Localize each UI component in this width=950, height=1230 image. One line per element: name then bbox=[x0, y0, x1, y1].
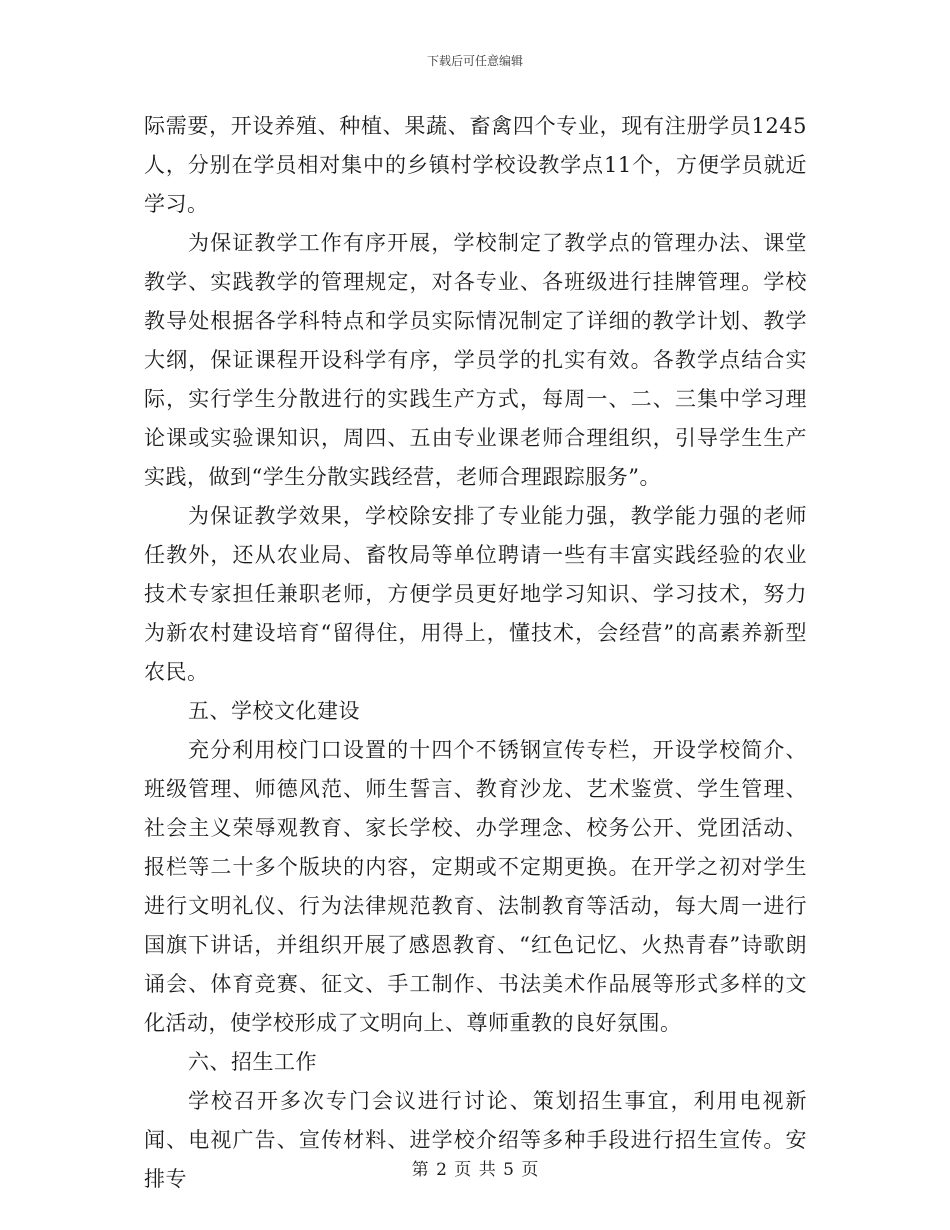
paragraph-2: 为保证教学工作有序开展，学校制定了教学点的管理办法、课堂教学、实践教学的管理规定，对各专业、各班级进行挂牌管理。学校教导处根据各学科特点和学员实际情况制定了详细的教学计划、教学大纲，保证课程开设科学有序，学员学的扎实有效。各教学点结合实际，实行学生分散进行的实践生产方式，每周一、二、三集中学习理论课或实验课知识，周四、五由专业课老师合理组织，引导学生生产实践，做到“学生分散实践经营，老师合理跟踪服务”。 bbox=[144, 231, 807, 489]
document-body bbox=[144, 107, 807, 1199]
paragraph-culture: 充分利用校门口设置的十四个不锈钢宣传专栏，开设学校简介、班级管理、师德风范、师生誓言、教育沙龙、艺术鉴赏、学生管理、社会主义荣辱观教育、家长学校、办学理念、校务公开、党团活动、报栏等二十多个版块的内容，定期或不定期更换。在开学之初对学生进行文明礼仪、行为法律规范教育、法制教育等活动，每大周一进行国旗下讲话，并组织开展了感恩教育、“红色记忆、火热青春”诗歌朗诵会、体育竞赛、征文、手工制作、书法美术作品展等形式多样的文化活动，使学校形成了文明向上、尊师重教的良好氛围。 bbox=[144, 738, 807, 1035]
paragraph-1: 际需要，开设养殖、种植、果蔬、畜禽四个专业，现有注册学员1245人，分别在学员相对集中的乡镇村学校设教学点11个，方便学员就近学习。 bbox=[144, 114, 807, 216]
section-heading-enrollment: 六、招生工作 bbox=[188, 1050, 317, 1074]
paragraph-3: 为保证教学效果，学校除安排了专业能力强，教学能力强的老师任教外，还从农业局、畜牧局等单位聘请一些有丰富实践经验的农业技术专家担任兼职老师，方便学员更好地学习知识、学习技术，努力为新农村建设培育“留得住，用得上，懂技术，会经营”的高素养新型农民。 bbox=[144, 504, 807, 684]
section-heading-culture: 五、学校文化建设 bbox=[188, 699, 360, 723]
page-header: 下载后可任意编辑 bbox=[426, 54, 523, 68]
page-footer: 第 2 页 共 5 页 bbox=[411, 1160, 539, 1180]
paragraph-enrollment: 学校召开多次专门会议进行讨论、策划招生事宜，利用电视新闻、电视广告、宣传材料、进学校介绍等多种手段进行招生宣传。安排专 bbox=[144, 1089, 807, 1191]
